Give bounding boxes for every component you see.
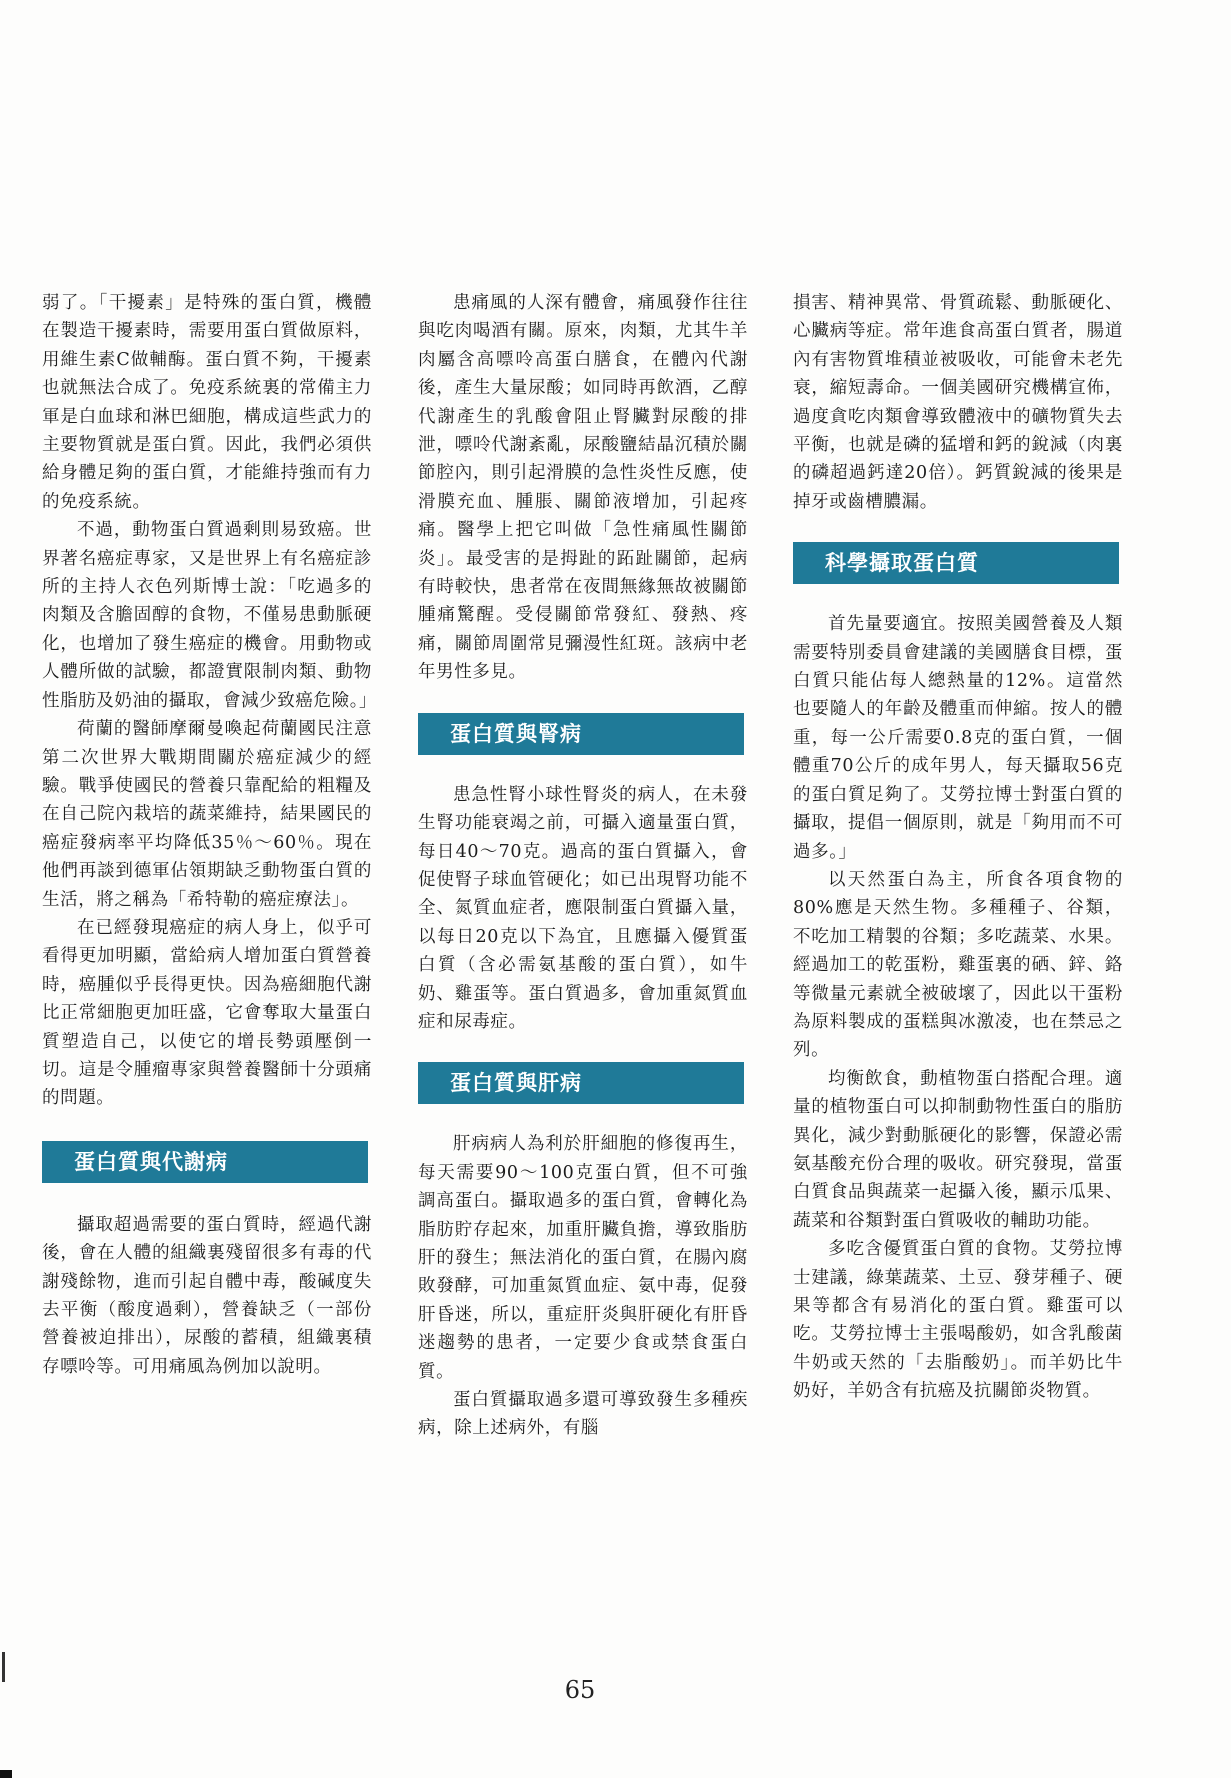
col3-paragraph-1: 損害、精神異常、骨質疏鬆、動脈硬化、心臟病等症。常年進食高蛋白質者，腸道內有害物質堆積並被吸收，可能會未老先衰，縮短壽命。一個美國研究機構宣佈，過度貪吃肉類會導致體液中的礦物質失去平衡，也就是磷的猛增和鈣的銳減（肉裏的磷超過鈣達20倍）。鈣質銳減的後果是掉牙或齒槽膿漏。	[793, 293, 1123, 512]
section-heading-liver: 蛋白質與肝病	[418, 1062, 744, 1104]
col1-paragraph-3: 荷蘭的醫師摩爾曼喚起荷蘭國民注意第二次世界大戰期間關於癌症減少的經驗。戰爭使國民的營養只靠配給的粗糧及在自己院內栽培的蔬菜維持，結果國民的癌症發病率平均降低35％～60％。現在他們再談到德軍佔領期缺乏動物蛋白質的生活，將之稱為「希特勒的癌症療法」。	[42, 719, 372, 910]
column-2	[418, 289, 748, 1443]
col1-paragraph-1: 弱了。「干擾素」是特殊的蛋白質，機體在製造干擾素時，需要用蛋白質做原料，用維生素C做輔酶。蛋白質不夠，干擾素也就無法合成了。免疫系統裏的常備主力軍是白血球和淋巴細胞，構成這些武力的主要物質就是蛋白質。因此，我們必須供給身體足夠的蛋白質，才能維持強而有力的免疫系統。	[42, 293, 372, 512]
col3-paragraph-5: 多吃含優質蛋白質的食物。艾勞拉博士建議，綠葉蔬菜、土豆、發芽種子、硬果等都含有易消化的蛋白質。雞蛋可以吃。艾勞拉博士主張喝酸奶，如含乳酸菌牛奶或天然的「去脂酸奶」。而羊奶比牛奶好，羊奶含有抗癌及抗關節炎物質。	[793, 1239, 1123, 1402]
col1-paragraph-2: 不過，動物蛋白質過剩則易致癌。世界著名癌症專家，又是世界上有名癌症診所的主持人衣色列斯博士說：「吃過多的肉類及含膽固醇的食物，不僅易患動脈硬化，也增加了發生癌症的機會。用動物或人體所做的試驗，都證實限制肉類、動物性脂肪及奶油的攝取，會減少致癌危險。」	[42, 520, 378, 711]
col3-paragraph-4: 均衡飲食，動植物蛋白搭配合理。適量的植物蛋白可以抑制動物性蛋白的脂肪異化，減少對動脈硬化的影響，保證必需氨基酸充份合理的吸收。研究發現，當蛋白質食品與蔬菜一起攝入後，顯示瓜果、蔬菜和谷類對蛋白質吸收的輔助功能。	[793, 1068, 1123, 1231]
col1-paragraph-4: 在已經發現癌症的病人身上，似乎可看得更加明顯，當給病人增加蛋白質營養時，癌腫似乎長得更快。因為癌細胞代謝比正常細胞更加旺盛，它會奪取大量蛋白質塑造自己，以使它的增長勢頭壓倒一切。這是令腫瘤專家與營養醫師十分頭痛的問題。	[42, 917, 372, 1109]
column-1	[42, 289, 378, 1381]
col2-paragraph-1: 患痛風的人深有體會，痛風發作往往與吃肉喝酒有關。原來，肉類，尤其牛羊肉屬含高嘌呤高蛋白膳食，在體內代謝後，產生大量尿酸；如同時再飲酒，乙醇代謝產生的乳酸會阻止腎臟對尿酸的排泄，嘌呤代謝紊亂，尿酸鹽結晶沉積於關節腔內，則引起滑膜的急性炎性反應，使滑膜充血、腫脹、關節液增加，引起疼痛。醫學上把它叫做「急性痛風性關節炎」。最受害的是拇趾的跖趾關節，起病有時較快，患者常在夜間無緣無故被關節腫痛驚醒。受侵關節常發紅、發熱、疼痛，關節周圍常見彌漫性紅斑。該病中老年男性多見。	[418, 293, 748, 683]
section-heading-kidney: 蛋白質與腎病	[418, 713, 744, 755]
section-heading-scientific-intake: 科學攝取蛋白質	[793, 542, 1119, 584]
col2-paragraph-2: 患急性腎小球性腎炎的病人，在未發生腎功能衰竭之前，可攝入適量蛋白質，每日40～70克。過高的蛋白質攝入，會促使腎子球血管硬化；如已出現腎功能不全、氮質血症者，應限制蛋白質攝入量，以每日20克以下為宜，且應攝入優質蛋白質（含必需氨基酸的蛋白質），如牛奶、雞蛋等。蛋白質過多，會加重氮質血症和尿毒症。	[418, 784, 748, 1032]
col3-paragraph-3: 以天然蛋白為主，所食各項食物的80%應是天然生物。多種種子、谷類，不吃加工精製的谷類；多吃蔬菜、水果。經過加工的乾蛋粉，雞蛋裏的硒、鋅、鉻等微量元素就全被破壞了，因此以干蛋粉為原料製成的蛋糕與冰激凌，也在禁忌之列。	[793, 869, 1123, 1061]
scan-corner-mark	[0, 1770, 12, 1778]
section-heading-metabolic: 蛋白質與代謝病	[42, 1141, 368, 1183]
column-3	[793, 289, 1123, 1406]
col1-paragraph-5: 攝取超過需要的蛋白質時，經過代謝後，會在人體的組織裏殘留很多有毒的代謝殘餘物，進而引起自體中毒，酸碱度失去平衡（酸度過剩），營養缺乏（一部份營養被迫排出），尿酸的蓄積，組織裏積存嘌呤等。可用痛風為例加以說明。	[42, 1214, 372, 1377]
col2-paragraph-4: 蛋白質攝取過多還可導致發生多種疾病，除上述病外，有腦	[418, 1390, 748, 1439]
col2-paragraph-3: 肝病病人為利於肝細胞的修復再生，每天需要90～100克蛋白質，但不可強調高蛋白。攝取過多的蛋白質，會轉化為脂肪貯存起來，加重肝臟負擔，導致脂肪肝的發生；無法消化的蛋白質，在腸內腐敗發酵，可加重氮質血症、氨中毒，促發肝昏迷，所以，重症肝炎與肝硬化有肝昏迷趨勢的患者，一定要少食或禁食蛋白質。	[418, 1134, 748, 1382]
page-number: 65	[564, 1676, 596, 1704]
scan-edge-mark	[2, 1652, 5, 1682]
col3-paragraph-2: 首先量要適宜。按照美國營養及人類需要特別委員會建議的美國膳食目標，蛋白質只能佔每人總熱量的12%。這當然也要隨人的年齡及體重而伸縮。按人的體重，每一公斤需要0.8克的蛋白質，一個體重70公斤的成年男人，每天攝取56克的蛋白質足夠了。艾勞拉博士對蛋白質的攝取，提倡一個原則，就是「夠用而不可過多。」	[793, 614, 1123, 862]
